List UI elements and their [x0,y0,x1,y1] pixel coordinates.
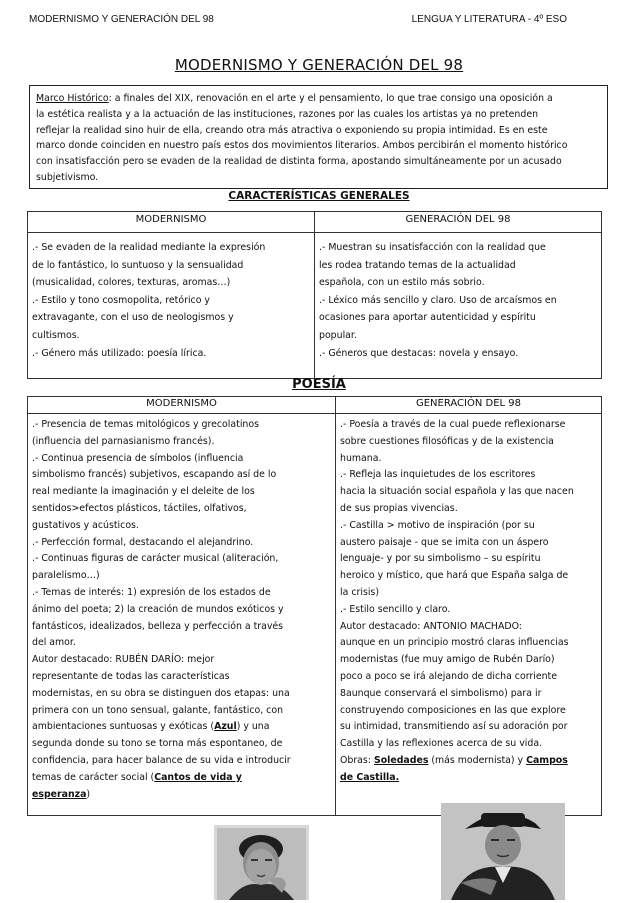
caracteristicas-title: CARACTERÍSTICAS GENERALES [228,190,410,202]
marco-line: la estética realista y a la actuación de las instituciones, razones por las cuales los artistas ya no pretenden [36,108,539,120]
text-line: fantásticos, idealizados, belleza y perfección a través [32,620,284,632]
work-title-soledades: Soledades [373,754,429,766]
header-left: MODERNISMO Y GENERACIÓN DEL 98 [29,14,214,25]
work-title-campos: Campos [526,754,568,766]
marco-historico-label: Marco Histórico [36,93,109,104]
caracteristicas-table [27,211,602,379]
text-line: humana. [340,452,382,464]
poesia-header-modernismo: MODERNISMO [28,397,336,414]
text-line [340,770,597,787]
marco-line: reflejar la realidad sino huir de ella, creando otra más atractiva o exponiendo su propia intimidad. Es en este [36,124,548,136]
text-fragment: (más modernista) y [428,754,527,766]
text-line: .- Géneros que destacas: novela y ensayo. [319,347,519,359]
caracteristicas-header-modernismo: MODERNISMO [28,212,315,233]
text-line: .- Muestran su insatisfacción con la realidad que [319,242,546,253]
text-line: modernistas, en su obra se distinguen dos etapas: una [32,687,290,699]
work-title-cantos-cont: esperanza [32,788,87,800]
text-line: .- Perfección formal, destacando el alejandrino. [32,536,254,548]
marco-line: marco donde coinciden en nuestro país estos dos movimientos literarios. Ambos percibirán el momento histórico [36,140,568,152]
text-line: hacia la situación social española y las que nacen [340,486,574,498]
poesia-generacion98-cell [336,414,602,816]
text-line: heroico y místico, que hará que España salga de [340,570,569,582]
text-line: Autor destacado: ANTONIO MACHADO: [340,620,522,632]
text-line: .- Presencia de temas mitológicos y grecolatinos [32,419,259,430]
work-title-azul: Azul [214,721,237,733]
text-line [32,719,331,736]
text-line: .- Refleja las inquietudes de los escritores [340,469,536,481]
text-line: 8aunque conservará el simbolismo) para ir [340,687,542,699]
text-line [340,753,597,770]
text-line: .- Continua presencia de símbolos (influencia [32,452,244,464]
text-line: la crisis) [340,586,379,598]
text-line: ocasiones para aportar autenticidad y espíritu [319,312,536,324]
text-line: les rodea tratando temas de la actualidad [319,259,516,271]
text-line: Castilla y las reflexiones acerca de su vida. [340,738,543,750]
text-line: española, con un estilo más sobrio. [319,277,485,289]
text-line: simbolismo francés) subjetivos, escapando así de lo [32,469,277,481]
text-line: lenguaje- y por su simbolismo – su espíritu [340,553,541,565]
caracteristicas-modernismo-cell [28,233,315,379]
text-line [32,770,331,787]
poesia-modernismo-cell [28,414,336,816]
antonio-machado-portrait-image [441,803,565,900]
text-line: segunda donde su tono se torna más espontaneo, de [32,738,283,750]
text-line: .- Léxico más sencillo y claro. Uso de arcaísmos en [319,294,557,306]
marco-line: : a finales del XIX, renovación en el arte y el pensamiento, lo que trae consigo una oposición a [108,93,553,104]
text-fragment: ambientaciones suntuosas y exóticas ( [32,721,215,733]
text-line: su intimidad, transmitiendo así su adoración por [340,721,568,733]
text-line: sentidos>efectos plásticos, táctiles, olfativos, [32,502,247,514]
marco-historico-box [29,85,608,189]
text-line: construyendo composiciones en las que explore [340,704,566,716]
work-title-cantos: Cantos de vida y [154,771,242,783]
text-line: austero paisaje - que se imita con un áspero [340,536,549,548]
text-line: (musicalidad, colores, texturas, aromas…) [32,277,231,289]
caracteristicas-generacion98-cell [315,233,602,379]
caracteristicas-header-generacion98: GENERACIÓN DEL 98 [315,212,602,233]
text-line: del amor. [32,637,76,649]
marco-line: subjetivismo. [36,171,99,183]
ruben-dario-portrait-image [214,825,309,900]
text-line: real mediante la imaginación y el deleite de los [32,486,255,498]
text-line: poco a poco se irá alejando de dicha corriente [340,670,557,682]
text-line: representante de todas las características [32,670,230,682]
text-line: aunque en un principio mostró claras influencias [340,637,569,649]
text-line: extravagante, con el uso de neologismos y [32,312,234,324]
poesia-title: POESÍA [292,377,346,392]
text-line: popular. [319,329,357,341]
text-line: .- Género más utilizado: poesía lírica. [32,347,207,359]
page-header [29,14,609,28]
text-line: .- Poesía a través de la cual puede reflexionarse [340,419,566,430]
poesia-table [27,396,602,816]
text-line: sobre cuestiones filosóficas y de la existencia [340,435,554,447]
text-line: primera con un tono sensual, galante, fantástico, con [32,704,284,716]
header-right: LENGUA Y LITERATURA - 4º ESO [411,14,567,25]
work-title-campos-cont: de Castilla. [340,771,400,783]
text-line: modernistas (fue muy amigo de Rubén Darío) [340,654,555,666]
poesia-header-generacion98: GENERACIÓN DEL 98 [336,397,602,414]
text-line: .- Castilla > motivo de inspiración (por su [340,519,535,531]
text-line: paralelismo…) [32,570,100,582]
text-line: .- Temas de interés: 1) expresión de los estados de [32,586,271,598]
marco-line: con insatisfacción pero se evaden de la realidad de distinta forma, apostando simultáneamente por un acusado [36,156,562,168]
text-line: confidencia, para hacer balance de su vida e introducir [32,754,291,766]
text-line: de lo fantástico, lo suntuoso y la sensualidad [32,259,244,271]
text-line: .- Se evaden de la realidad mediante la expresión [32,242,266,253]
text-line: ánimo del poeta; 2) la creación de mundos exóticos y [32,603,284,615]
text-fragment: temas de carácter social ( [32,771,155,783]
text-fragment: ) y una [236,721,270,733]
text-line: .- Estilo y tono cosmopolita, retórico y [32,294,210,306]
text-line: .- Estilo sencillo y claro. [340,603,451,615]
text-line: cultismos. [32,329,80,341]
text-line: Autor destacado: RUBÉN DARÍO: mejor [32,654,215,666]
page-title: MODERNISMO Y GENERACIÓN DEL 98 [174,56,464,74]
text-fragment: ) [86,788,91,800]
text-fragment: Obras: [340,754,374,766]
text-line: gustativos y acústicos. [32,519,139,531]
text-line: .- Continuas figuras de carácter musical (aliteración, [32,553,279,565]
text-line: de sus propias vivencias. [340,502,458,514]
text-line [32,787,331,804]
text-line: (influencia del parnasianismo francés). [32,435,215,447]
